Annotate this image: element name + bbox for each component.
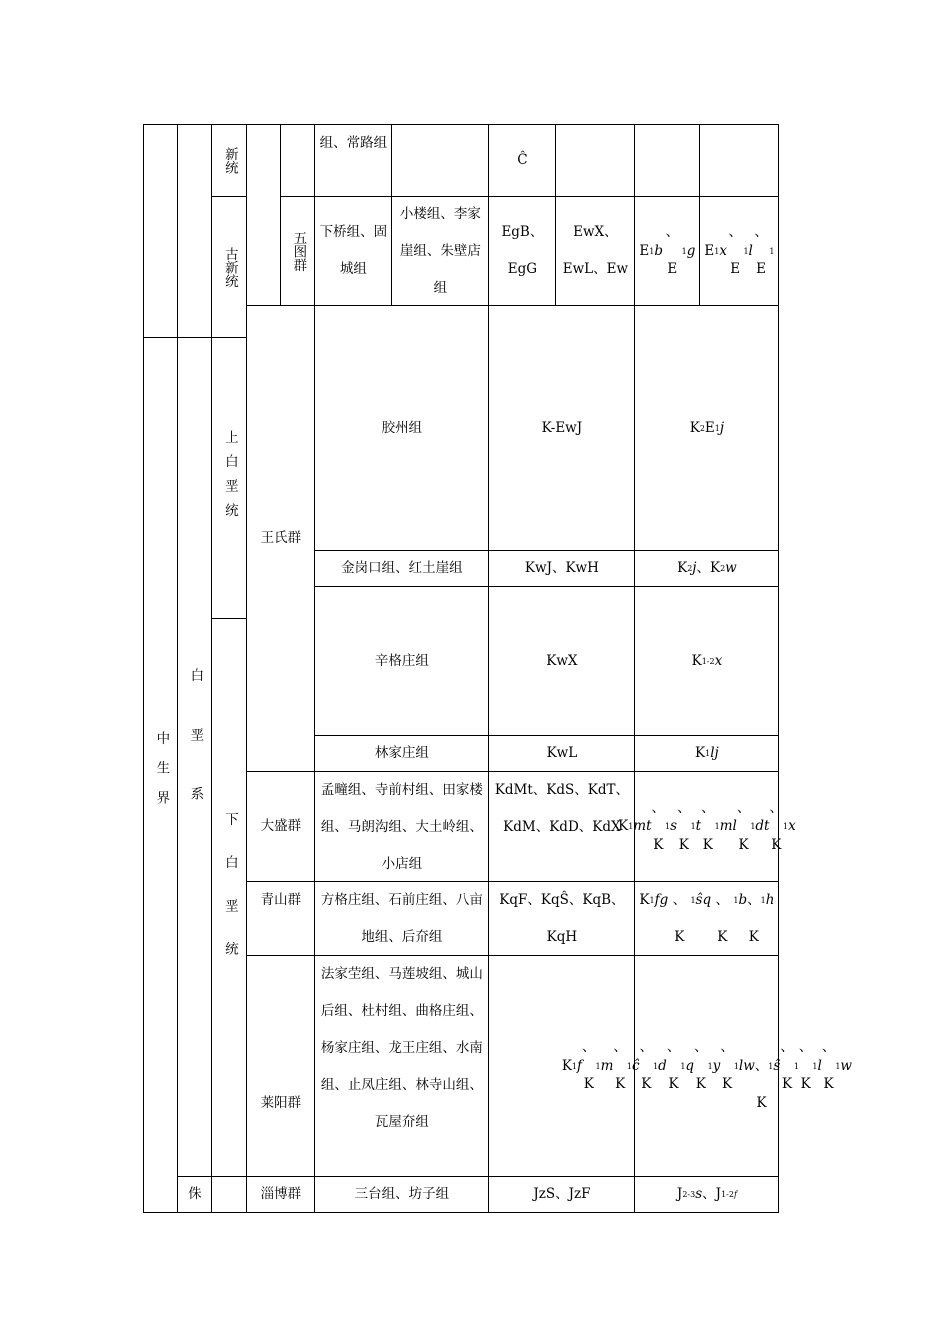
- wutu-formations-2: 小楼组、李家崖组、朱壁店组: [391, 196, 489, 306]
- series-xin-tong: 新统: [211, 124, 247, 197]
- era-cell-blank: [143, 124, 178, 338]
- code-cell-row1: Ĉ: [488, 124, 556, 197]
- wutu-group-label: 五图群: [280, 196, 315, 306]
- group-dasheng: 大盛群: [246, 771, 315, 882]
- era-mesozoic: 中生界: [143, 337, 178, 1213]
- code-xingezhuang: KwX: [488, 586, 635, 736]
- code-dasheng: KdMt、KdS、KdT、KdM、KdD、KdX: [488, 771, 635, 882]
- symbol-xingezhuang: K 1-2 x: [634, 586, 779, 736]
- series-upper-cretaceous: 上白垩统: [211, 337, 247, 619]
- code-qingshan: KqF、KqŜ、KqB、KqH: [488, 881, 635, 956]
- wutu-symbol-1: E 1 b 、E 1 g: [634, 196, 700, 306]
- formation-laiyang: 法家茔组、马莲坡组、城山后组、杜村组、曲格庄组、杨家庄组、龙王庄组、水南组、止凤庄组、林寺山组、瓦屋夼组: [314, 955, 489, 1177]
- formation-qingshan: 方格庄组、石前庄组、八亩地组、后夼组: [314, 881, 489, 956]
- system-cell-blank: [177, 124, 212, 338]
- wutu-symbol-2: E 1 x 、E 1 l 、E 1: [699, 196, 779, 306]
- code-zibo: JzS、JzF: [488, 1176, 635, 1213]
- formation-xingezhuang: 辛格庄组: [314, 586, 489, 736]
- code-cell-row1-b: [555, 124, 635, 197]
- subgroup-col-blank: [280, 124, 315, 197]
- symbol-jiaozhou: K 2 E 1 j: [634, 305, 779, 551]
- symbol-dasheng: K 1 mt 、K 1 s 、K 1 t 、 K 1 ml 、K 1 dt 、K 1 x: [634, 771, 779, 882]
- group-wangshi: 王氏群: [246, 305, 315, 772]
- formation-jingangkou: 金岗口组、红土崖组: [314, 550, 489, 587]
- formation-cell-row1-b: [391, 124, 489, 197]
- group-zibo: 淄博群: [246, 1176, 315, 1213]
- series-lower-cretaceous: 下白垩统: [211, 618, 247, 1177]
- symbol-jingangkou: K 2 j 、K 2 w: [634, 550, 779, 587]
- wutu-formations-1: 下桥组、固城组: [314, 196, 392, 306]
- symbol-cell-row1: [634, 124, 700, 197]
- series-gu-xin-tong: 古新统: [211, 196, 247, 338]
- symbol-qingshan: K 1 fg 、K 1 ŝq 、K 1 b 、 K 1 h: [634, 881, 779, 956]
- formation-zibo: 三台组、坊子组: [314, 1176, 489, 1213]
- system-cretaceous: 白垩系: [177, 337, 212, 1177]
- formation-linjiazhuang: 林家庄组: [314, 735, 489, 772]
- code-jiaozhou: K-EwJ: [488, 305, 635, 551]
- symbol-laiyang: K 1 f 、K 1 m 、K 1 ĉ 、K 1 d 、K 1 q 、K 1 y 、K 1 lw 、K 1 ŝ 、K 1 、K 1 l 、K 1 w: [634, 955, 779, 1177]
- group-qingshan: 青山群: [246, 881, 315, 956]
- code-linjiazhuang: KwL: [488, 735, 635, 772]
- wutu-code-2: EwX、EwL、Ew: [555, 196, 635, 306]
- series-jurassic-blank: [211, 1176, 247, 1213]
- formation-jiaozhou: 胶州组: [314, 305, 489, 551]
- wutu-code-1: EgB、EgG: [488, 196, 556, 306]
- code-jingangkou: KwJ、KwH: [488, 550, 635, 587]
- formation-cell-row1: 组、常路组: [314, 124, 392, 197]
- system-jurassic: 侏: [177, 1176, 212, 1213]
- symbol-linjiazhuang: K 1 lj: [634, 735, 779, 772]
- symbol-zibo: J 2-3 s 、J 1-2f: [634, 1176, 779, 1213]
- formation-dasheng: 孟疃组、寺前村组、田家楼组、马朗沟组、大土岭组、小店组: [314, 771, 489, 882]
- symbol-cell-row1-b: [699, 124, 779, 197]
- group-col-blank: [246, 124, 281, 306]
- group-laiyang: 莱阳群: [246, 955, 315, 1177]
